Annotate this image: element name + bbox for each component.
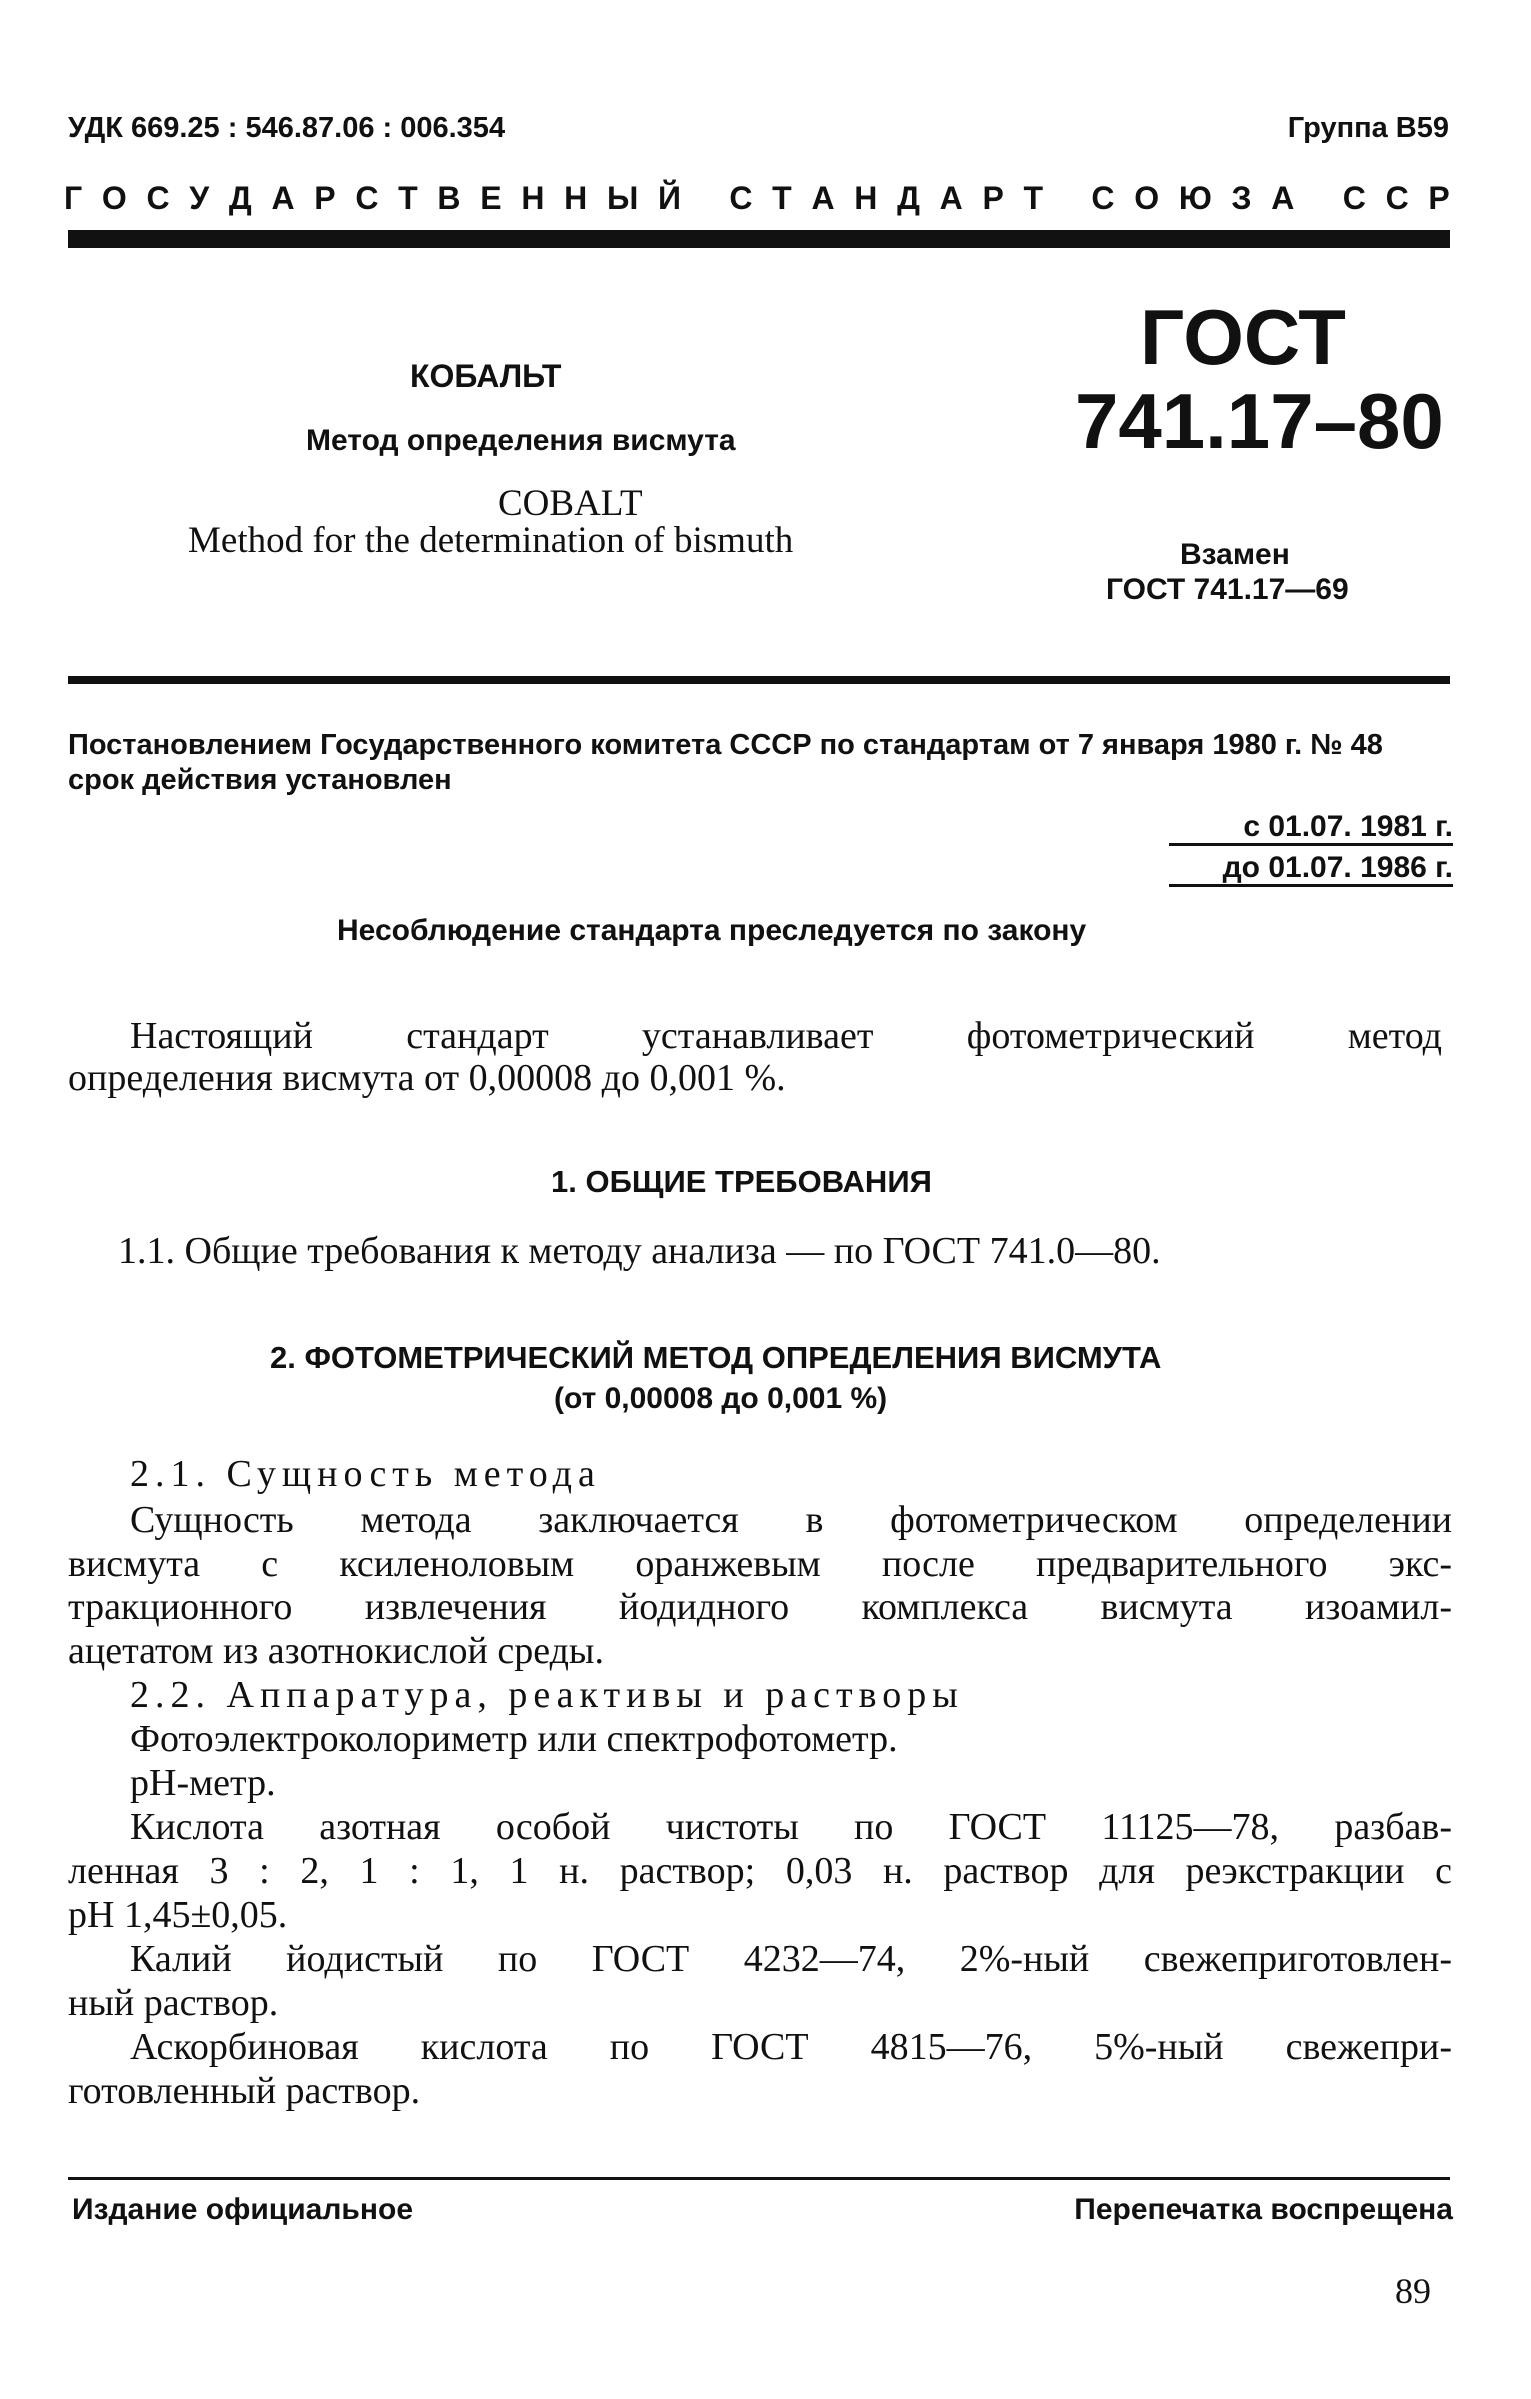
reagent-line: Калий йодистый по ГОСТ 4232—74, 2%-ный свежеприготовлен- xyxy=(130,1938,1452,1980)
title-letter: Ы xyxy=(606,180,639,216)
paragraph-line: Сущность метода заключается в фотометрическом определении xyxy=(130,1499,1452,1541)
reagent-line: готовленный раствор. xyxy=(68,2070,421,2112)
section-2-heading: 2. ФОТОМЕТРИЧЕСКИЙ МЕТОД ОПРЕДЕЛЕНИЯ ВИСМУТА xyxy=(270,1340,1162,1375)
title-letter: Н xyxy=(564,180,588,216)
gost-label: ГОСТ xyxy=(1140,293,1346,381)
reagent-line: рН 1,45±0,05. xyxy=(68,1894,288,1936)
section-1-heading: 1. ОБЩИЕ ТРЕБОВАНИЯ xyxy=(551,1164,932,1199)
title-letter: Р xyxy=(314,180,336,216)
section-2-range: (от 0,00008 до 0,001 %) xyxy=(554,1382,888,1415)
title-letter: Н xyxy=(854,180,878,216)
paragraph-1-1: 1.1. Общие требования к методу анализа — по ГОСТ 741.0—80. xyxy=(118,1230,1161,1272)
title-letter: А xyxy=(811,180,835,216)
title-letter: У xyxy=(189,180,210,216)
title-letter xyxy=(1314,180,1323,217)
paragraph-2-2-heading: 2.2. Аппаратура, реактивы и растворы xyxy=(130,1674,964,1716)
title-letter: Р xyxy=(1428,180,1450,216)
reagent-line: ленная 3 : 2, 1 : 1, 1 н. раствор; 0,03 н. раствор для реэкстракции с xyxy=(68,1850,1452,1892)
decree-text: Постановлением Государственного комитета СССР по стандартам от 7 января 1980 г. № 48 срок действия установлен xyxy=(68,729,1383,796)
title-letter: Т xyxy=(772,180,792,216)
title-letter: О xyxy=(1134,180,1160,216)
equipment-item: рН-метр. xyxy=(130,1762,276,1804)
reagent-line: ный раствор. xyxy=(68,1982,279,2024)
ru-subtitle: Метод определения висмута xyxy=(306,424,736,457)
title-letter: Г xyxy=(64,180,83,216)
title-letter: С xyxy=(355,180,379,216)
date-to: до 01.07. 1986 г. xyxy=(1222,851,1453,884)
state-standard-title xyxy=(64,180,1450,217)
title-letter xyxy=(1063,180,1072,217)
replaces-number: ГОСТ 741.17—69 xyxy=(1106,573,1349,606)
paragraph-2-1-heading: 2.1. Сущность метода xyxy=(130,1453,601,1495)
title-letter: А xyxy=(271,180,295,216)
date-from-underline xyxy=(1169,843,1453,846)
title-letter: Е xyxy=(480,180,502,216)
official-edition-label: Издание официальное xyxy=(72,2193,414,2226)
title-letter: С xyxy=(1385,180,1409,216)
paragraph-line: тракционного извлечения йодидного комплекса висмута изоамил- xyxy=(68,1586,1452,1628)
paragraph-line: висмута с ксиленоловым оранжевым после предварительного экс- xyxy=(68,1543,1452,1585)
reagent-line: Аскорбиновая кислота по ГОСТ 4815—76, 5%-ный свежепри- xyxy=(130,2026,1452,2068)
title-letter xyxy=(701,180,710,217)
en-subtitle: Method for the determination of bismuth xyxy=(188,520,794,561)
title-letter: О xyxy=(101,180,127,216)
title-letter: Ю xyxy=(1178,180,1212,216)
reprint-prohibited-label: Перепечатка воспрещена xyxy=(1074,2193,1453,2226)
title-letter: С xyxy=(146,180,170,216)
intro-line: определения висмута от 0,00008 до 0,001 %. xyxy=(68,1057,786,1099)
title-letter: Р xyxy=(982,180,1004,216)
title-letter: Д xyxy=(228,180,252,216)
ru-title: КОБАЛЬТ xyxy=(410,358,562,394)
title-letter: Т xyxy=(1023,180,1044,216)
gost-number: 741.17–80 xyxy=(1075,377,1444,465)
header-rule xyxy=(68,230,1450,248)
replaces-label: Взамен xyxy=(1180,538,1290,571)
en-title: COBALT xyxy=(498,483,643,524)
udk-code: УДК 669.25 : 546.87.06 : 006.354 xyxy=(68,112,506,144)
footer-rule xyxy=(68,2177,1450,2180)
title-rule xyxy=(68,676,1450,684)
date-to-underline xyxy=(1169,884,1453,887)
title-letter: С xyxy=(729,180,753,216)
title-letter: Д xyxy=(897,180,920,216)
date-from: с 01.07. 1981 г. xyxy=(1243,810,1453,843)
equipment-item: Фотоэлектроколориметр или спектрофотометр. xyxy=(130,1718,898,1760)
title-letter: С xyxy=(1091,180,1115,216)
title-letter: Т xyxy=(398,180,418,216)
title-letter: В xyxy=(437,180,461,216)
intro-line: Настоящий стандарт устанавливает фотометрический метод xyxy=(130,1015,1442,1057)
title-letter: Й xyxy=(658,180,682,216)
title-letter: А xyxy=(939,180,963,216)
title-letter: С xyxy=(1342,180,1366,216)
title-letter: Н xyxy=(521,180,545,216)
noncompliance-notice: Несоблюдение стандарта преследуется по закону xyxy=(337,914,1087,947)
reagent-line: Кислота азотная особой чистоты по ГОСТ 11125—78, разбав- xyxy=(130,1806,1452,1848)
title-letter: А xyxy=(1271,180,1295,216)
paragraph-line: ацетатом из азотнокислой среды. xyxy=(68,1630,604,1672)
page-number: 89 xyxy=(1395,2271,1431,2311)
group-code: Группа В59 xyxy=(1287,112,1449,144)
title-letter: З xyxy=(1231,180,1252,216)
